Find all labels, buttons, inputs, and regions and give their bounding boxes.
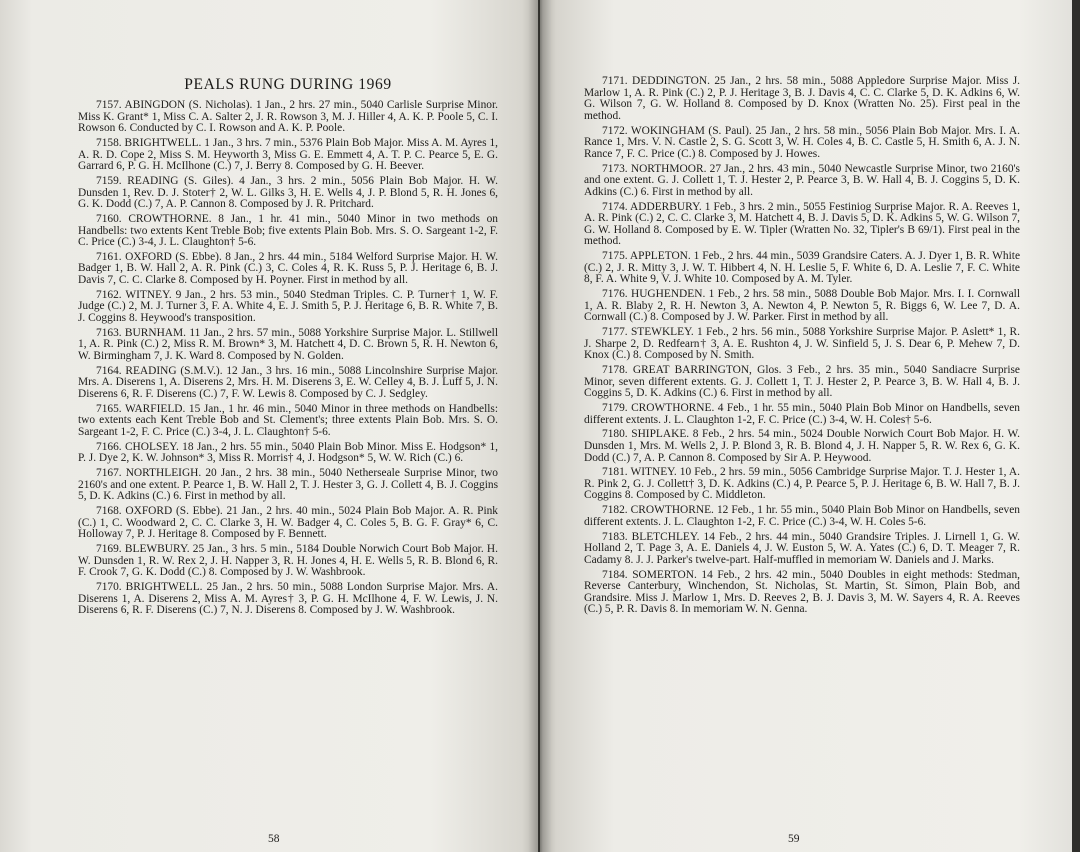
peal-entry: 7165. WARFIELD. 15 Jan., 1 hr. 46 min., 5040 Minor in three methods on Handbells: two extents each Kent Treble Bob and St. Clement's; three extents Plain Bob. Mrs. S. O. Sargeant 1-2, F. C. Price (C.) 3-4, J. L. Claughton† 5-6. [78,402,498,438]
peal-entry: 7182. CROWTHORNE. 12 Feb., 1 hr. 55 min., 5040 Plain Bob Minor on Handbells, seven different extents. J. L. Claughton 1-2, F. C. Price (C.) 3-4, W. H. Coles 5-6. [584,504,1020,528]
peal-entry: 7159. READING (S. Giles). 4 Jan., 3 hrs. 2 min., 5056 Plain Bob Major. H. W. Dunsden 1, Rev. D. J. Stoter† 2, W. L. Gilks 3, H. E. Wells 4, J. P. Blond 5, R. H. Jones 6, G. K. Dodd (C.) 7, A. P. Cannon 8. Composed by J. R. Pritchard. [78,174,498,211]
peal-entry: 7168. OXFORD (S. Ebbe). 21 Jan., 2 hrs. 40 min., 5024 Plain Bob Major. A. R. Pink (C.) 1, C. Woodward 2, C. C. Clarke 3, H. W. Badger 4, C. Coles 5, B. G. F. Gray* 6, C. Holloway 7, P. J. Heritage 8. Composed by F. Bennett. [78,505,498,541]
left-peal-column [78,100,498,620]
peal-entry: 7174. ADDERBURY. 1 Feb., 3 hrs. 2 min., 5055 Festiniog Surprise Major. R. A. Reeves 1, A. R. Pink (C.) 2, C. C. Clarke 3, M. Hatchett 4, B. J. Davis 5, D. K. Adkins 5, W. G. Wilson 7, G. W. Holland 8. Composed by E. W. Tipler (Wratten No. 32, Tipler's B 69/1). First peal in the method. [584,200,1020,248]
peal-entry: 7169. BLEWBURY. 25 Jan., 3 hrs. 5 min., 5184 Double Norwich Court Bob Major. H. W. Dunsden 1, R. W. Rex 2, J. H. Napper 3, R. H. Jones 4, H. E. Wells 5, R. B. Blond 6, R. F. Crook 7, G. K. Dodd (C.) 8. Composed by J. W. Washbrook. [78,543,498,579]
left-page [0,0,538,852]
peal-entry: 7175. APPLETON. 1 Feb., 2 hrs. 44 min., 5039 Grandsire Caters. A. J. Dyer 1, B. R. White (C.) 2, J. R. Mitty 3, J. W. T. Hibbert 4, N. H. Leslie 5, F. White 6, D. A. Leslie 7, F. C. White 8, F. A. White 9, V. J. White 10. Composed by A. M. Tyler. [584,250,1020,286]
peal-entry: 7167. NORTHLEIGH. 20 Jan., 2 hrs. 38 min., 5040 Netherseale Surprise Minor, two 2160's and one extent. P. Pearce 1, B. W. Hall 2, T. J. Hester 3, G. J. Collett 4, B. J. Coggins 5, D. K. Adkins (C.) 6. First in method by all. [78,467,498,503]
peal-entry: 7178. GREAT BARRINGTON, Glos. 3 Feb., 2 hrs. 35 min., 5040 Sandiacre Surprise Minor, seven different extents. G. J. Collett 1, T. J. Hester 2, P. Pearce 3, B. W. Hall 4, B. J. Coggins 5, D. K. Adkins (C.) 6. First in method by all. [584,363,1020,400]
peal-entry: 7166. CHOLSEY. 18 Jan., 2 hrs. 55 min., 5040 Plain Bob Minor. Miss E. Hodgson* 1, P. J. Dye 2, K. W. Johnson* 3, Miss R. Morris† 4, J. Hodgson* 5, W. W. Rich (C.) 6. [78,440,498,465]
peal-entry: 7184. SOMERTON. 14 Feb., 2 hrs. 42 min., 5040 Doubles in eight methods: Stedman, Reverse Canterbury, Winchendon, St. Nicholas, St. Martin, St. Simon, Plain Bob, and Grandsire. Miss J. Marlow 1, Mrs. D. Reeves 2, B. J. Davis 3, M. W. Sayers 4, R. A. Reeves (C.) 5, P. R. Davis 8. In memoriam W. N. Genna. [584,568,1020,616]
peal-entry: 7161. OXFORD (S. Ebbe). 8 Jan., 2 hrs. 44 min., 5184 Welford Surprise Major. H. W. Badger 1, B. W. Hall 2, A. R. Pink (C.) 3, C. Coles 4, R. K. Russ 5, P. J. Heritage 6, B. J. Davis 7, C. C. Clarke 8. Composed by H. Poyner. First in method by all. [78,250,498,287]
peal-entry: 7163. BURNHAM. 11 Jan., 2 hrs. 57 min., 5088 Yorkshire Surprise Major. L. Stillwell 1, A. R. Pink (C.) 2, Miss R. M. Brown* 3, M. Hatchett 4, D. C. Brown 5, R. H. Newton 6, W. Birmingham 7, J. K. Ward 8. Composed by N. Golden. [78,326,498,362]
right-peal-column [584,76,1020,619]
peal-entry: 7158. BRIGHTWELL. 1 Jan., 3 hrs. 7 min., 5376 Plain Bob Major. Miss A. M. Ayres 1, A. R. D. Cope 2, Miss S. M. Heyworth 3, Miss G. E. Emmett 4, A. T. P. C. Pearce 5, E. G. Garrard 6, P. G. H. McIlhone (C.) 7, J. Berry 8. Composed by G. H. Beever. [78,136,498,173]
peal-entry: 7176. HUGHENDEN. 1 Feb., 2 hrs. 58 min., 5088 Double Bob Major. Mrs. I. I. Cornwall 1, A. R. Blaby 2, R. H. Newton 3, A. Newton 4, P. Newton 5, R. Biggs 6, W. Lee 7, D. A. Cornwall (C.) 8. Composed by J. W. Parker. First in method by all. [584,288,1020,324]
page-heading: PEALS RUNG DURING 1969 [184,76,392,93]
peal-entry: 7183. BLETCHLEY. 14 Feb., 2 hrs. 44 min., 5040 Grandsire Triples. J. Lirnell 1, G. W. Holland 2, T. Page 3, A. E. Daniels 4, J. W. Euston 5, W. A. Yates (C.) 6, D. T. Meager 7, R. Cadamy 8. J. J. Parker's twelve-part. Half-muffled in memoriam W. Daniels and J. Marks. [584,530,1020,566]
peal-entry: 7181. WITNEY. 10 Feb., 2 hrs. 59 min., 5056 Cambridge Surprise Major. T. J. Hester 1, A. R. Pink 2, G. J. Collett† 3, D. K. Adkins (C.) 4, P. Pearce 5, P. J. Heritage 6, B. W. Hall 7, B. J. Coggins 8. Composed by C. Middleton. [584,466,1020,502]
peal-entry: 7164. READING (S.M.V.). 12 Jan., 3 hrs. 16 min., 5088 Lincolnshire Surprise Major. Mrs. A. Diserens 1, A. Diserens 2, Mrs. H. M. Diserens 3, E. W. Celley 4, B. J. Luff 5, J. N. Diserens 6, R. F. Diserens (C.) 7, F. W. Lewis 8. Composed by C. J. Sedgley. [78,364,498,400]
background-edge [1072,0,1080,852]
peal-entry: 7177. STEWKLEY. 1 Feb., 2 hrs. 56 min., 5088 Yorkshire Surprise Major. P. Aslett* 1, R. J. Sharpe 2, D. Redfearn† 3, A. E. Rushton 4, J. W. Sinfield 5, J. S. Dear 6, P. Mehew 7, D. Knox (C.) 8. Composed by N. Smith. [584,326,1020,362]
peal-entry: 7179. CROWTHORNE. 4 Feb., 1 hr. 55 min., 5040 Plain Bob Minor on Handbells, seven different extents. J. L. Claughton 1-2, F. C. Price (C.) 3-4, W. H. Coles† 5-6. [584,401,1020,426]
page-number-right: 59 [788,833,800,845]
page-number-left: 58 [268,833,280,845]
peal-entry: 7172. WOKINGHAM (S. Paul). 25 Jan., 2 hrs. 58 min., 5056 Plain Bob Major. Mrs. I. A. Rance 1, Mrs. V. N. Castle 2, S. G. Scott 3, W. H. Coles 4, B. C. Castle 5, H. Smith 6, A. J. N. Rance 7, F. C. Price (C.) 8. Composed by J. Howes. [584,124,1020,160]
peal-entry: 7180. SHIPLAKE. 8 Feb., 2 hrs. 54 min., 5024 Double Norwich Court Bob Major. H. W. Dunsden 1, Mrs. M. Wells 2, J. P. Blond 3, R. B. Blond 4, J. H. Napper 5, R. W. Rex 6, G. K. Dodd (C.) 7, A. P. Cannon 8. Composed by Sir A. P. Heywood. [584,428,1020,464]
peal-entry: 7171. DEDDINGTON. 25 Jan., 2 hrs. 58 min., 5088 Appledore Surprise Major. Miss J. Marlow 1, A. R. Pink (C.) 2, P. J. Heritage 3, B. J. Davis 4, C. C. Clarke 5, D. K. Adkins 6, W. G. Wilson 7, G. W. Holland 8. Composed by D. Knox (Wratten No. 25). First peal in the method. [584,75,1020,122]
peal-entry: 7162. WITNEY. 9 Jan., 2 hrs. 53 min., 5040 Stedman Triples. C. P. Turner† 1, W. F. Judge (C.) 2, M. J. Turner 3, F. A. White 4, E. J. Smith 5, P. J. Heritage 6, B. R. White 7, B. J. Coggins 8. Heywood's transposition. [78,288,498,325]
peal-entry: 7157. ABINGDON (S. Nicholas). 1 Jan., 2 hrs. 27 min., 5040 Carlisle Surprise Minor. Miss K. Grant* 1, Miss C. A. Salter 2, J. R. Rowson 3, M. J. Hiller 4, A. K. P. Poole 5, C. I. Rowson 6. Conducted by C. I. Rowson and A. K. P. Poole. [78,99,498,135]
peal-entry: 7173. NORTHMOOR. 27 Jan., 2 hrs. 43 min., 5040 Newcastle Surprise Minor, two 2160's and one extent. G. J. Collett 1, T. J. Hester 2, P. Pearce 3, B. W. Hall 4, B. J. Coggins 5, D. K. Adkins (C.) 6. First in method by all. [584,162,1020,198]
right-page [540,0,1072,852]
peal-entry: 7170. BRIGHTWELL. 25 Jan., 2 hrs. 50 min., 5088 London Surprise Major. Mrs. A. Diserens 1, A. Diserens 2, Miss A. M. Ayres† 3, P. G. H. McIlhone 4, F. W. Lewis, J. N. Diserens 6, R. F. Diserens (C.) 7, N. J. Diserens 8. Composed by J. W. Washbrook. [78,581,498,617]
peal-entry: 7160. CROWTHORNE. 8 Jan., 1 hr. 41 min., 5040 Minor in two methods on Handbells: two extents Kent Treble Bob; five extents Plain Bob. Mrs. S. O. Sargeant 1-2, F. C. Price (C.) 3-4, J. L. Claughton† 5-6. [78,212,498,249]
